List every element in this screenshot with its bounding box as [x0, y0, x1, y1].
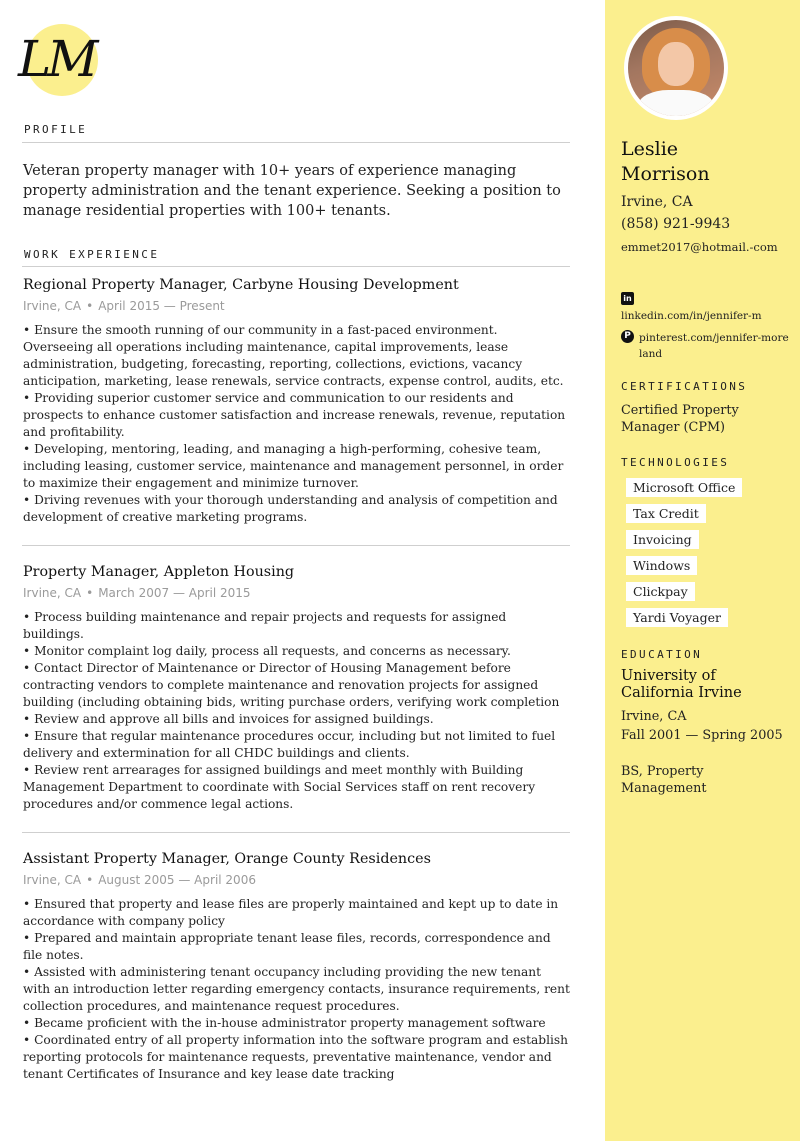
job-bullet: • Review and approve all bills and invoices for assigned buildings.	[23, 712, 434, 726]
job-bullet: • Prepared and maintain appropriate tenant lease files, records, correspondence and file notes.	[23, 931, 551, 962]
certification-item: Certified Property Manager (CPM)	[621, 403, 739, 435]
photo-image	[628, 20, 724, 116]
education-degree: BS, Property Management	[621, 764, 707, 796]
technology-tag: Clickpay	[626, 582, 695, 601]
job-location: Irvine, CA	[23, 873, 82, 887]
linkedin-icon: in	[621, 292, 634, 305]
technology-tag: Tax Credit	[626, 504, 706, 523]
separator-dot: •	[86, 299, 94, 313]
job-bullet: • Driving revenues with your thorough understanding and analysis of competition and development of creative marketing programs.	[23, 493, 558, 524]
contact-email[interactable]: emmet2017@hotmail.-com	[621, 240, 778, 254]
job-entry	[23, 277, 571, 526]
profile-summary: Veteran property manager with 10+ years of experience managing property administration and the tenant experience. Seeking a position to manage residential properties with 100+ tenants.	[23, 163, 561, 219]
first-name: Leslie	[621, 138, 679, 160]
job-bullets	[23, 609, 571, 813]
technology-tag: Yardi Voyager	[626, 608, 728, 627]
job-title: Regional Property Manager, Carbyne Housing Development	[23, 277, 459, 293]
job-meta	[23, 586, 571, 600]
job-entry	[23, 851, 571, 1083]
job-divider	[22, 545, 570, 546]
photo-face	[658, 42, 694, 86]
job-bullet: • Ensure the smooth running of our community in a fast-paced environment. Overseeing all operations including maintenance, capital improvements, lease administration, budgeting, forecasting, reporting, collections, evictions, vacancy anticipation, marketing, lease renewals, service contracts, expense control, audits, etc.	[23, 323, 564, 388]
job-divider	[22, 832, 570, 833]
job-bullet: • Ensured that property and lease files are properly maintained and kept up to date in accordance with company policy	[23, 897, 559, 928]
technology-tag: Microsoft Office	[626, 478, 742, 497]
job-title: Assistant Property Manager, Orange County Residences	[23, 851, 431, 867]
work-divider	[22, 266, 570, 267]
separator-dot: •	[86, 873, 94, 887]
job-bullets	[23, 896, 571, 1083]
education-location: Irvine, CA	[621, 709, 687, 724]
logo-initials: LM	[18, 30, 95, 88]
education-dates: Fall 2001 — Spring 2005	[621, 728, 783, 743]
job-bullet: • Developing, mentoring, leading, and managing a high-performing, cohesive team, including leasing, customer service, maintenance and management personnel, in order to maximize their engagement and minimize turnover.	[23, 442, 564, 490]
photo-shirt	[638, 90, 714, 116]
education-heading: EDUCATION	[621, 648, 703, 661]
certifications-heading: CERTIFICATIONS	[621, 380, 748, 393]
technology-tags	[626, 478, 796, 634]
education-school: University of California Irvine	[621, 668, 742, 701]
job-bullet: • Review rent arrearages for assigned buildings and meet monthly with Building Management Department to coordinate with Social Services staff on rent recovery procedures and/or commence legal actions.	[23, 763, 536, 811]
monogram-logo	[18, 22, 108, 102]
job-title: Property Manager, Appleton Housing	[23, 564, 295, 580]
job-dates: August 2005 — April 2006	[98, 873, 256, 887]
profile-photo	[624, 16, 728, 120]
job-bullet: • Monitor complaint log daily, process all requests, and concerns as necessary.	[23, 644, 511, 658]
pinterest-icon: P	[621, 330, 634, 343]
linkedin-link[interactable]: linkedin.com/in/jennifer-m	[621, 310, 762, 322]
profile-divider	[22, 142, 570, 143]
separator-dot: •	[86, 586, 94, 600]
work-experience-heading: WORK EXPERIENCE	[24, 248, 160, 261]
technology-tag: Invoicing	[626, 530, 699, 549]
profile-heading: PROFILE	[24, 123, 88, 136]
job-meta	[23, 873, 571, 887]
job-bullet: • Process building maintenance and repair projects and requests for assigned buildings.	[23, 610, 507, 641]
job-dates: March 2007 — April 2015	[98, 586, 251, 600]
job-bullet: • Coordinated entry of all property information into the software program and establish reporting protocols for maintenance requests, preventative maintenance, vendor and tenant Certificates of Insurance and key lease date tracking	[23, 1033, 568, 1081]
technologies-heading: TECHNOLOGIES	[621, 456, 730, 469]
technology-tag: Windows	[626, 556, 697, 575]
pinterest-link[interactable]: pinterest.com/jennifer-moreland	[639, 332, 789, 360]
last-name: Morrison	[621, 163, 710, 185]
contact-city: Irvine, CA	[621, 194, 693, 210]
sidebar	[605, 0, 800, 1141]
pinterest-link-row[interactable]	[621, 330, 796, 362]
job-bullet: • Became proficient with the in-house administrator property management software	[23, 1016, 546, 1030]
linkedin-link-row[interactable]	[621, 292, 796, 324]
contact-phone[interactable]: (858) 921-9943	[621, 216, 731, 232]
job-location: Irvine, CA	[23, 299, 82, 313]
job-bullet: • Assisted with administering tenant occupancy including providing the new tenant with an introduction letter regarding emergency contacts, insurance requirements, rent collection procedures, and maintenance request procedures.	[23, 965, 570, 1013]
job-meta	[23, 299, 571, 313]
job-bullets	[23, 322, 571, 526]
job-dates: April 2015 — Present	[98, 299, 225, 313]
job-bullet: • Contact Director of Maintenance or Director of Housing Management before contracting vendors to complete maintenance and renovation projects for assigned building (including obtaining bids, writing purchase orders, verifying work completion	[23, 661, 560, 709]
job-location: Irvine, CA	[23, 586, 82, 600]
job-entry	[23, 564, 571, 813]
job-bullet: • Ensure that regular maintenance procedures occur, including but not limited to fuel delivery and extermination for all CHDC buildings and clients.	[23, 729, 556, 760]
job-bullet: • Providing superior customer service and communication to our residents and prospects to enhance customer satisfaction and increase renewals, revenue, reputation and profitability.	[23, 391, 566, 439]
candidate-name	[621, 137, 710, 187]
